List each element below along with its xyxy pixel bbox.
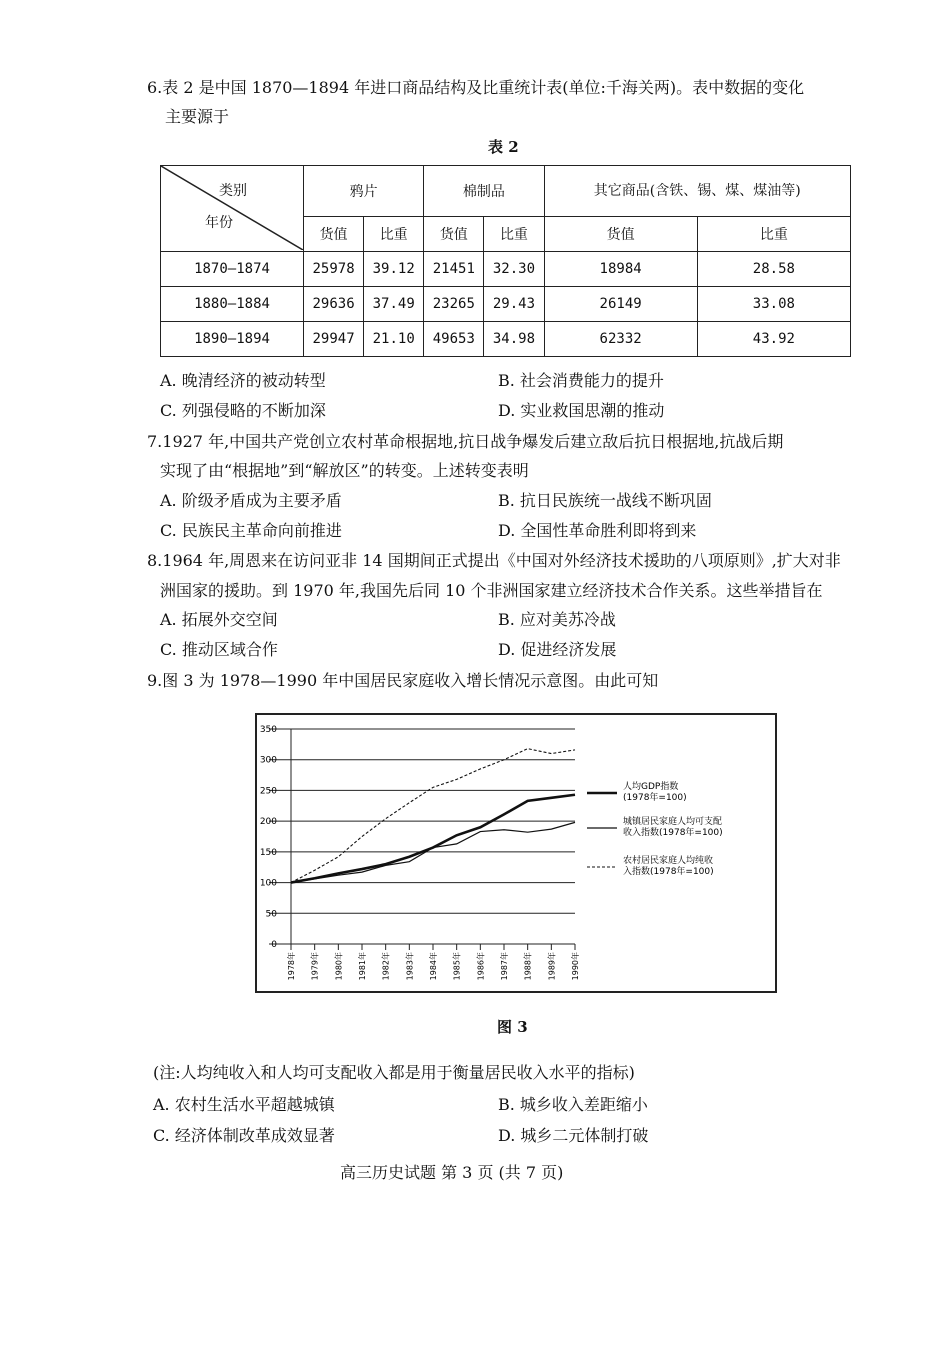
table-row [161,252,851,287]
sub-header: 比重 [697,217,850,252]
table-row [161,322,851,357]
x-tick-label: 1987年 [500,952,509,981]
table-row [161,287,851,322]
income-chart-frame [255,713,777,993]
x-tick-label: 1978年 [287,952,296,981]
q6-option-b[interactable]: B. 社会消费能力的提升 [498,371,664,390]
table-caption: 表 2 [488,138,519,156]
group-header-cotton: 棉制品 [424,166,544,217]
sub-header: 货值 [424,217,484,252]
table-cell: 1890—1894 [161,322,304,357]
x-tick-label: 1983年 [405,952,415,981]
x-tick-label: 1988年 [523,952,533,981]
q6-option-d[interactable]: D. 实业救国思潮的推动 [498,401,665,420]
group-header-other: 其它商品(含铁、锡、煤、煤油等) [544,166,851,217]
y-tick-label: 350 [259,725,277,735]
legend-label-sub: (1978年=100) [623,793,687,803]
x-tick-label: 1986年 [476,952,486,981]
x-tick-label: 1980年 [334,952,344,981]
q9-option-d[interactable]: D. 城乡二元体制打破 [498,1126,649,1145]
q7-stem-line2: 实现了由“根据地”到“解放区”的转变。上述转变表明 [160,461,529,480]
x-tick-label: 1984年 [429,952,438,981]
table-cell: 18984 [544,252,697,287]
legend-label-sub: 入指数(1978年=100) [623,867,714,877]
q6-option-a[interactable]: A. 晚清经济的被动转型 [160,371,326,390]
sub-header: 货值 [304,217,364,252]
q9-stem-line1: 9.图 3 为 1978—1990 年中国居民家庭收入增长情况示意图。由此可知 [147,671,659,690]
group-header-opium: 鸦片 [304,166,424,217]
table-cell: 37.49 [364,287,424,322]
q9-option-b[interactable]: B. 城乡收入差距缩小 [498,1095,648,1114]
q9-option-c[interactable]: C. 经济体制改革成效显著 [153,1126,335,1145]
table-corner-cell [161,166,304,252]
q7-stem-line1: 7.1927 年,中国共产党创立农村革命根据地,抗日战争爆发后建立敌后抗日根据地,抗战后期 [147,432,784,451]
y-tick-label: 0 [271,940,277,950]
y-tick-label: 200 [259,817,277,828]
q8-option-c[interactable]: C. 推动区域合作 [160,640,278,659]
sub-header: 货值 [544,217,697,252]
figure-caption: 图 3 [497,1018,528,1036]
q7-option-d[interactable]: D. 全国性革命胜利即将到来 [498,521,697,540]
corner-year-label: 年份 [205,215,233,231]
q8-stem-line1: 8.1964 年,周恩来在访问亚非 14 国期间正式提出《中国对外经济技术援助的八项原则》,扩大对非 [147,551,841,570]
q6-stem-line1: 6.表 2 是中国 1870—1894 年进口商品结构及比重统计表(单位:千海关两)。表中数据的变化 [147,78,805,97]
legend-label: 城镇居民家庭人均可支配 [623,817,723,827]
table-cell: 39.12 [364,252,424,287]
table-cell: 21451 [424,252,484,287]
table-cell: 29947 [304,322,364,357]
q8-option-b[interactable]: B. 应对美苏冷战 [498,610,616,629]
table-cell: 43.92 [697,322,850,357]
q6-option-c[interactable]: C. 列强侵略的不断加深 [160,401,326,420]
y-tick-label: 250 [259,786,277,797]
table-cell: 29636 [304,287,364,322]
x-tick-label: 1985年 [452,952,462,981]
table-cell: 32.30 [484,252,544,287]
diagonal-line [161,166,303,250]
table-cell: 25978 [304,252,364,287]
table-cell: 33.08 [697,287,850,322]
table-cell: 23265 [424,287,484,322]
q6-stem-line2: 主要源于 [165,107,230,126]
table-cell: 21.10 [364,322,424,357]
series-line-dashed [291,749,575,883]
page-footer: 高三历史试题 第 3 页 (共 7 页) [340,1163,564,1182]
legend-label: 人均GDP指数 [623,782,679,792]
x-tick-label: 1981年 [358,952,367,981]
legend-label-sub: 收入指数(1978年=100) [623,828,723,838]
table-cell: 34.98 [484,322,544,357]
y-tick-label: 150 [259,847,277,858]
q9-note: (注:人均纯收入和人均可支配收入都是用于衡量居民收入水平的指标) [153,1063,635,1082]
sub-header: 比重 [484,217,544,252]
q7-option-c[interactable]: C. 民族民主革命向前推进 [160,521,342,540]
table-cell: 28.58 [697,252,850,287]
x-tick-label: 1990年 [571,952,580,981]
table-cell: 49653 [424,322,484,357]
y-tick-label: 300 [259,755,277,766]
series-line-bold [291,795,575,883]
x-tick-label: 1979年 [310,952,320,981]
corner-category-label: 类别 [219,183,247,199]
table-cell: 1870—1874 [161,252,304,287]
table-cell: 62332 [544,322,697,357]
x-tick-label: 1989年 [547,952,557,981]
import-table [160,165,851,357]
q9-option-a[interactable]: A. 农村生活水平超越城镇 [153,1095,335,1114]
y-tick-label: 100 [259,878,277,889]
y-tick-label: 50 [265,909,277,920]
q8-option-d[interactable]: D. 促进经济发展 [498,640,617,659]
q8-option-a[interactable]: A. 拓展外交空间 [160,610,278,629]
q7-option-a[interactable]: A. 阶级矛盾成为主要矛盾 [160,491,342,510]
table-cell: 29.43 [484,287,544,322]
legend-label: 农村居民家庭人均纯收 [623,856,714,866]
income-chart [257,715,775,991]
q7-option-b[interactable]: B. 抗日民族统一战线不断巩固 [498,491,712,510]
x-tick-label: 1982年 [381,952,391,981]
q8-stem-line2: 洲国家的援助。到 1970 年,我国先后同 10 个非洲国家建立经济技术合作关系。这些举措旨在 [160,581,823,600]
table-cell: 26149 [544,287,697,322]
sub-header: 比重 [364,217,424,252]
table-cell: 1880—1884 [161,287,304,322]
